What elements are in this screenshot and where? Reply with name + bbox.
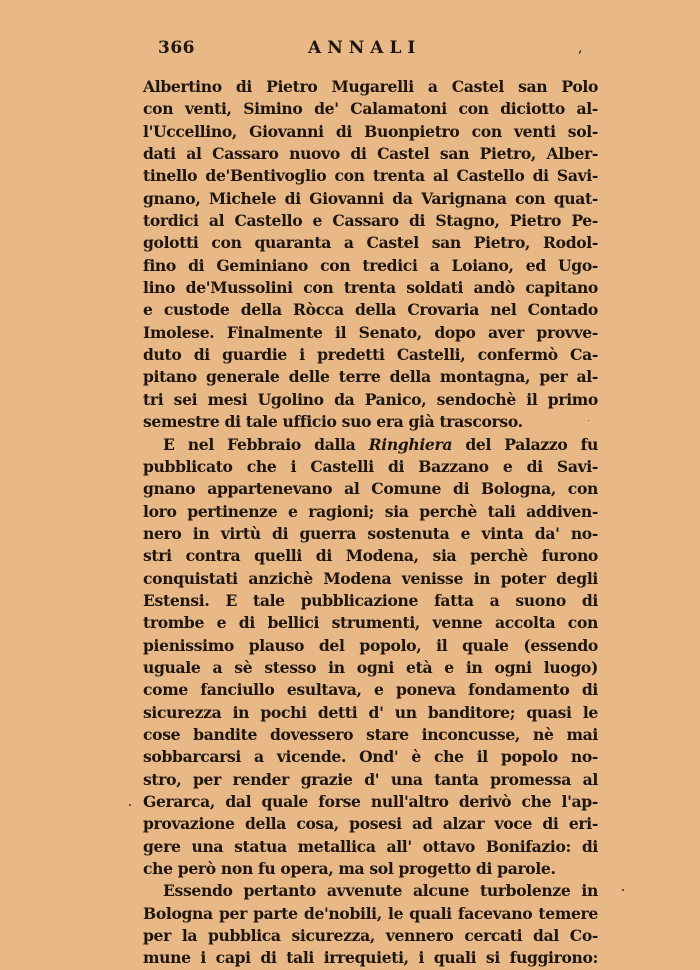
ink-speck	[588, 420, 589, 421]
text-line: l'Uccellino, Giovanni di Buonpietro con venti sol-	[143, 121, 598, 141]
text-line: trombe e di bellici strumenti, venne accolta con	[143, 613, 598, 633]
text-line: con venti, Simino de' Calamatoni con diciotto al-	[143, 99, 598, 119]
page-number: 366	[158, 38, 195, 58]
text-line: e custode della Ròcca della Crovaria nel Contado	[143, 300, 598, 320]
text-line: uguale a sè stesso in ogni età e in ogni luogo)	[143, 657, 598, 677]
text-line: semestre di tale ufficio suo era già trascorso.	[143, 412, 523, 432]
ink-speck	[129, 804, 131, 806]
text-line: lino de'Mussolini con trenta soldati andò capitano	[143, 278, 598, 298]
text-line: stro, per render grazie d' una tanta promessa al	[143, 769, 598, 789]
paragraph-start-line	[143, 434, 598, 456]
ink-speck	[622, 889, 624, 891]
page-header	[158, 38, 598, 62]
line-segment: del Palazzo fu	[465, 434, 598, 454]
text-line: che però non fu opera, ma sol progetto di parole.	[143, 859, 556, 879]
text-line: pienissimo plauso del popolo, il quale (essendo	[143, 635, 598, 655]
text-line: dati al Cassaro nuovo di Castel san Pietro, Alber-	[143, 144, 598, 164]
text-line: tri sei mesi Ugolino da Panico, sendochè il primo	[143, 389, 598, 409]
text-line: duto di guardie i predetti Castelli, confermò Ca-	[143, 345, 598, 365]
text-line: loro pertinenze e ragioni; sia perchè tali addiven-	[143, 501, 598, 521]
text-line: nero in virtù di guerra sostenuta e vinta da' no-	[143, 523, 598, 543]
text-line: stri contra quelli di Modena, sia perchè furono	[143, 546, 598, 566]
text-line: sicurezza in pochi detti d' un banditore; quasi le	[143, 702, 598, 722]
text-line: conquistati anzichè Modena venisse in poter degli	[143, 568, 598, 588]
line-segment: E nel Febbraio dalla	[163, 434, 356, 454]
header-mark: ,	[578, 40, 583, 56]
text-line: Bologna per parte de'nobili, le quali facevano temere	[143, 903, 598, 923]
body-text	[143, 76, 598, 970]
text-line: tordici al Castello e Cassaro di Stagno, Pietro Pe-	[143, 211, 598, 231]
text-line: tinello de'Bentivoglio con trenta al Castello di Savi-	[143, 166, 598, 186]
text-line: pubblicato che i Castelli di Bazzano e di Savi-	[143, 456, 598, 476]
paragraph-start-line: Essendo pertanto avvenute alcune turbolenze in	[163, 881, 598, 901]
text-line: mune i capi di tali irrequieti, i quali si fuggirono:	[143, 948, 598, 968]
text-line: Estensi. E tale pubblicazione fatta a suono di	[143, 590, 598, 610]
running-title: ANNALI	[308, 38, 422, 58]
text-line: per la pubblica sicurezza, vennero cercati dal Co-	[143, 926, 598, 946]
text-line: Imolese. Finalmente il Senato, dopo aver provve-	[143, 322, 598, 342]
text-line: Gerarca, dal quale forse null'altro derivò che l'ap-	[143, 792, 598, 811]
text-line: fino di Geminiano con tredici a Loiano, ed Ugo-	[143, 255, 598, 275]
text-line: pitano generale delle terre della montagna, per al-	[143, 367, 598, 387]
text-line: golotti con quaranta a Castel san Pietro, Rodol-	[143, 233, 598, 253]
text-line: gnano appartenevano al Comune di Bologna, con	[143, 479, 598, 499]
text-line: cose bandite dovessero stare inconcusse, nè mai	[143, 724, 598, 744]
text-line: Albertino di Pietro Mugarelli a Castel san Polo	[143, 77, 598, 96]
text-line: come fanciullo esultava, e poneva fondamento di	[143, 680, 598, 700]
text-line: sobbarcarsi a vicende. Ond' è che il popolo no-	[143, 747, 598, 767]
text-line: gere una statua metallica all' ottavo Bonifazio: di	[143, 836, 598, 856]
text-line: provazione della cosa, posesi ad alzar voce di eri-	[143, 814, 598, 834]
text-line: gnano, Michele di Giovanni da Varignana con quat-	[143, 188, 598, 208]
italic-term: Ringhiera	[368, 434, 453, 454]
